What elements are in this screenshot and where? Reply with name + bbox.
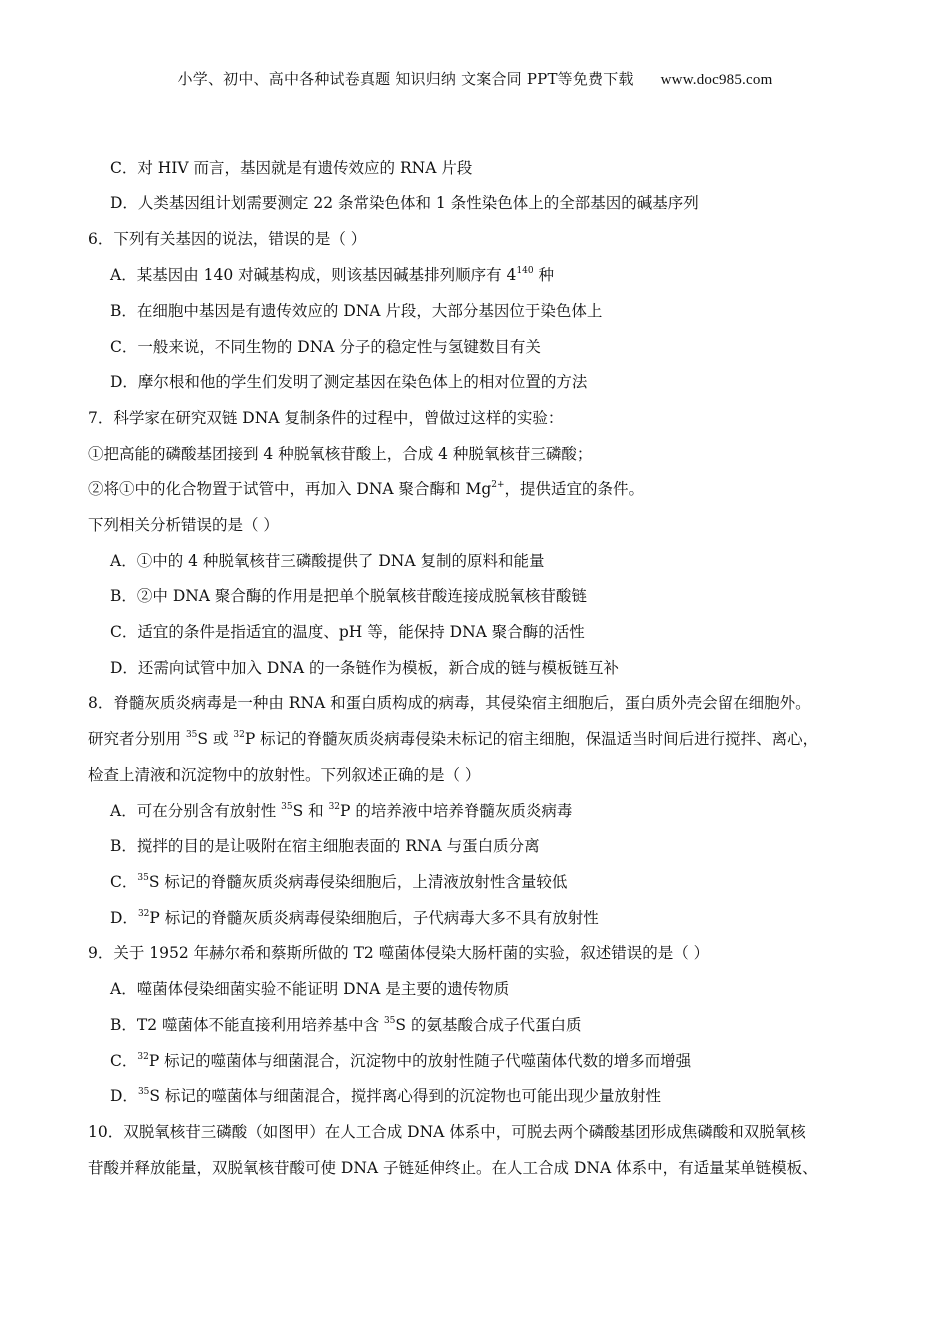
text-line xyxy=(88,514,279,536)
option-line xyxy=(110,1050,691,1072)
superscript: 35 xyxy=(281,802,293,812)
line-text: B．T2 噬菌体不能直接利用培养基中含 xyxy=(110,1016,384,1034)
line-text: S 的氨基酸合成子代蛋白质 xyxy=(395,1016,582,1034)
option-line xyxy=(110,657,619,679)
option-line xyxy=(110,871,567,893)
option-line xyxy=(110,978,509,1000)
option-line xyxy=(110,1014,581,1036)
text-line xyxy=(88,1157,818,1179)
text-line xyxy=(88,478,644,500)
option-line xyxy=(110,157,472,179)
superscript: 35 xyxy=(137,873,149,883)
line-text: P 的培养液中培养脊髓灰质炎病毒 xyxy=(340,802,573,820)
header-site-link[interactable]: www.doc985.com xyxy=(660,72,773,88)
superscript: 35 xyxy=(185,730,198,740)
line-text: A．某基因由 140 对碱基构成，则该基因碱基排列顺序有 4 xyxy=(110,266,517,284)
line-text: 检查上清液和沉淀物中的放射性。下列叙述正确的是（ ） xyxy=(88,766,481,784)
line-text: C．对 HIV 而言，基因就是有遗传效应的 RNA 片段 xyxy=(110,159,473,177)
line-text: D．摩尔根和他的学生们发明了测定基因在染色体上的相对位置的方法 xyxy=(110,373,588,391)
line-text: S 标记的噬菌体与细菌混合，搅拌离心得到的沉淀物也可能出现少量放射性 xyxy=(149,1087,661,1105)
question-line xyxy=(88,692,811,714)
line-text: A．①中的 4 种脱氧核苷三磷酸提供了 DNA 复制的原料和能量 xyxy=(110,552,545,570)
option-line xyxy=(110,300,602,322)
line-text: C．一般来说，不同生物的 DNA 分子的稳定性与氢键数目有关 xyxy=(110,338,541,356)
line-text: 8．脊髓灰质炎病毒是一种由 RNA 和蛋白质构成的病毒，其侵染宿主细胞后，蛋白质外壳会留在细胞外。 xyxy=(88,694,811,712)
option-line xyxy=(110,585,587,607)
line-text: 种 xyxy=(533,266,555,284)
line-text: S 和 xyxy=(292,802,329,820)
line-text: 10．双脱氧核苷三磷酸（如图甲）在人工合成 DNA 体系中，可脱去两个磷酸基团形成焦磷酸和双脱氧核 xyxy=(88,1123,806,1141)
option-line xyxy=(110,336,541,358)
option-line xyxy=(110,800,572,822)
option-line xyxy=(110,835,540,857)
superscript: 32 xyxy=(233,730,245,740)
superscript: 140 xyxy=(516,266,534,276)
question-line xyxy=(88,1121,806,1143)
line-text: B．②中 DNA 聚合酶的作用是把单个脱氧核苷酸连接成脱氧核苷酸链 xyxy=(110,587,587,605)
superscript: 32 xyxy=(328,802,341,812)
line-text: 研究者分别用 xyxy=(88,730,186,748)
superscript: 35 xyxy=(383,1016,396,1026)
line-text: D．人类基因组计划需要测定 22 条常染色体和 1 条性染色体上的全部基因的碱基序列 xyxy=(110,194,699,212)
line-text: 下列相关分析错误的是（ ） xyxy=(88,516,279,534)
question-line xyxy=(88,407,563,429)
line-text: 7．科学家在研究双链 DNA 复制条件的过程中，曾做过这样的实验： xyxy=(88,409,564,427)
superscript: 32 xyxy=(137,909,150,919)
line-text: ①把高能的磷酸基团接到 4 种脱氧核苷酸上，合成 4 种脱氧核苷三磷酸； xyxy=(88,445,593,463)
line-text: B．搅拌的目的是让吸附在宿主细胞表面的 RNA 与蛋白质分离 xyxy=(110,837,540,855)
line-text: ，提供适宜的条件。 xyxy=(504,480,645,498)
question-line xyxy=(88,942,709,964)
line-text: A．可在分别含有放射性 xyxy=(110,802,282,820)
line-text: C． xyxy=(110,873,138,891)
line-text: A．噬菌体侵染细菌实验不能证明 DNA 是主要的遗传物质 xyxy=(110,980,510,998)
line-text: S 标记的脊髓灰质炎病毒侵染细胞后，上清液放射性含量较低 xyxy=(148,873,568,891)
superscript: 2+ xyxy=(491,480,505,490)
option-line xyxy=(110,621,585,643)
line-text: P 标记的噬菌体与细菌混合，沉淀物中的放射性随子代噬菌体代数的增多而增强 xyxy=(148,1052,692,1070)
option-line xyxy=(110,264,554,286)
option-line xyxy=(110,1085,661,1107)
superscript: 35 xyxy=(137,1087,150,1097)
option-line xyxy=(110,371,587,393)
line-text: ②将①中的化合物置于试管中，再加入 DNA 聚合酶和 Mg xyxy=(88,480,492,498)
header-text: 小学、初中、高中各种试卷真题 知识归纳 文案合同 PPT等免费下载 xyxy=(177,70,634,88)
line-text: C．适宜的条件是指适宜的温度、pH 等，能保持 DNA 聚合酶的活性 xyxy=(110,623,585,641)
text-line xyxy=(88,728,818,750)
line-text: B．在细胞中基因是有遗传效应的 DNA 片段，大部分基因位于染色体上 xyxy=(110,302,603,320)
line-text: P 标记的脊髓灰质炎病毒侵染未标记的宿主细胞，保温适当时间后进行搅拌、离心， xyxy=(244,730,819,748)
line-text: P 标记的脊髓灰质炎病毒侵染细胞后，子代病毒大多不具有放射性 xyxy=(149,909,599,927)
line-text: C． xyxy=(110,1052,138,1070)
line-text: D． xyxy=(110,1087,138,1105)
line-text: D． xyxy=(110,909,138,927)
page-header xyxy=(0,68,950,89)
line-text: 6．下列有关基因的说法，错误的是（ ） xyxy=(88,230,367,248)
question-line xyxy=(88,228,366,250)
option-line xyxy=(110,907,599,929)
line-text: D．还需向试管中加入 DNA 的一条链作为模板，新合成的链与模板链互补 xyxy=(110,659,619,677)
option-line xyxy=(110,550,544,572)
line-text: S 或 xyxy=(197,730,234,748)
superscript: 32 xyxy=(137,1052,149,1062)
text-line xyxy=(88,764,480,786)
line-text: 苷酸并释放能量，双脱氧核苷酸可使 DNA 子链延伸终止。在人工合成 DNA 体系中，有适量某单链模板、 xyxy=(88,1159,818,1177)
option-line xyxy=(110,192,699,214)
line-text: 9．关于 1952 年赫尔希和蔡斯所做的 T2 噬菌体侵染大肠杆菌的实验，叙述错误的是（ ） xyxy=(88,944,710,962)
text-line xyxy=(88,443,592,465)
